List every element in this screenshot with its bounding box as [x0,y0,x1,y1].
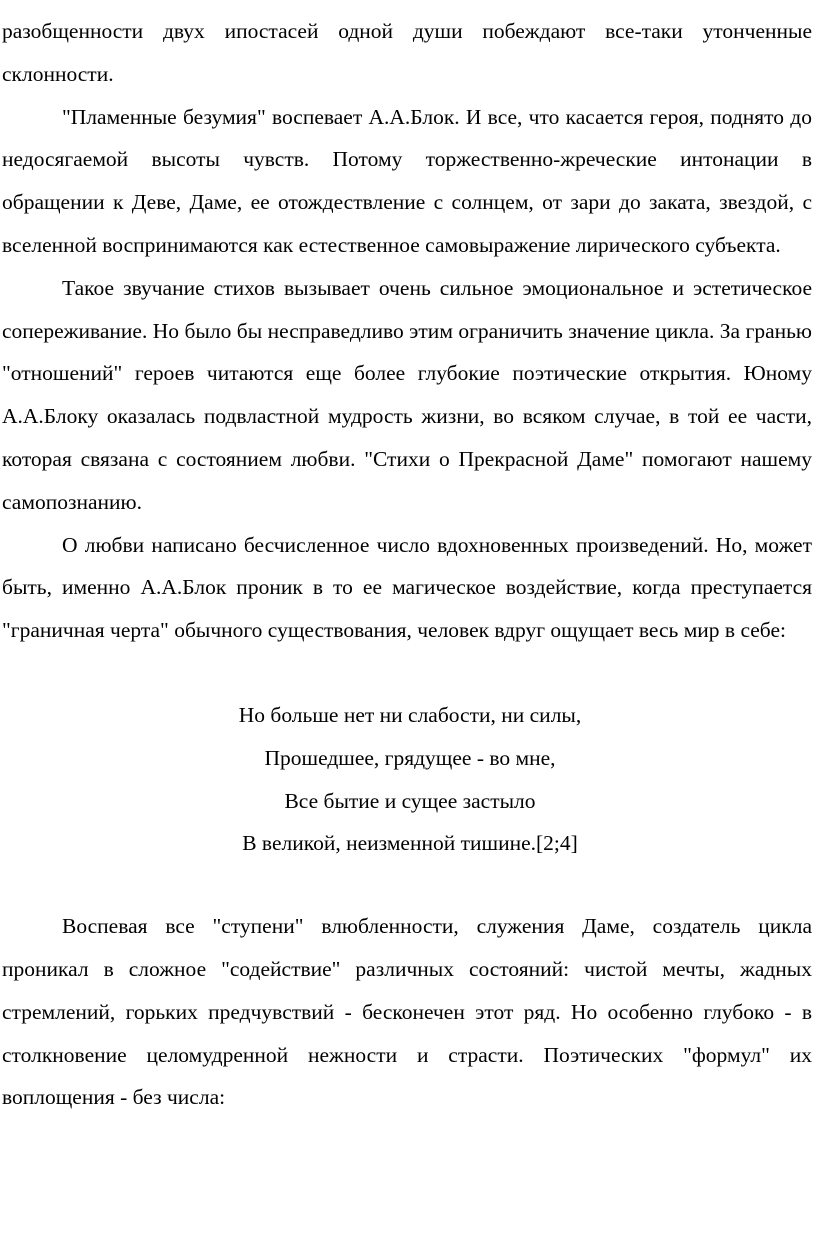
poem-line: Все бытие и сущее застыло [284,788,536,813]
paragraph-emotional-response: Такое звучание стихов вызывает очень сильное эмоциональное и эстетическое сопереживание. Но было бы несправедливо этим ограничить значение цикла. За гранью "отношений" героев читаются еще более глубокие поэтические открытия. Юному А.А.Блоку оказалась подвластной мудрость жизни, во всяком случае, в той ее части, которая связана с состоянием любви. "Стихи о Прекрасной Даме" помогают нашему самопознанию. [2,275,812,514]
paragraph-stages-of-love: Воспевая все "ступени" влюбленности, служения Даме, создатель цикла проникал в сложное "содействие" различных состояний: чистой мечты, жадных стремлений, горьких предчувствий - бесконечен этот ряд. Но особенно глубоко - в столкновение целомудренной нежности и страсти. Поэтических "формул" их воплощения - без числа: [2,914,812,1110]
poem-quote [2,694,812,865]
poem-line: Прошедшее, грядущее - во мне, [264,745,556,770]
poem-line: Но больше нет ни слабости, ни силы, [238,702,582,727]
poem-line: В великой, неизменной тишине.[2;4] [242,831,578,856]
paragraph-flaming-madness: "Пламенные безумия" воспевает А.А.Блок. И все, что касается героя, поднято до недосягаемой высоты чувств. Потому торжественно-жреческие интонации в обращении к Деве, Даме, ее отождествление с солнцем, от зари до заката, звездой, с вселенной воспринимаются как естественное самовыражение лирического субъекта. [2,104,812,257]
paragraph-about-love: О любви написано бесчисленное число вдохновенных произведений. Но, может быть, именно А.А.Блок проник в то ее магическое воздействие, когда преступается "граничная черта" обычного существования, человек вдруг ощущает весь мир в себе: [2,532,812,643]
paragraph-continuation: разобщенности двух ипостасей одной души побеждают все-таки утонченные склонности. [2,19,812,86]
